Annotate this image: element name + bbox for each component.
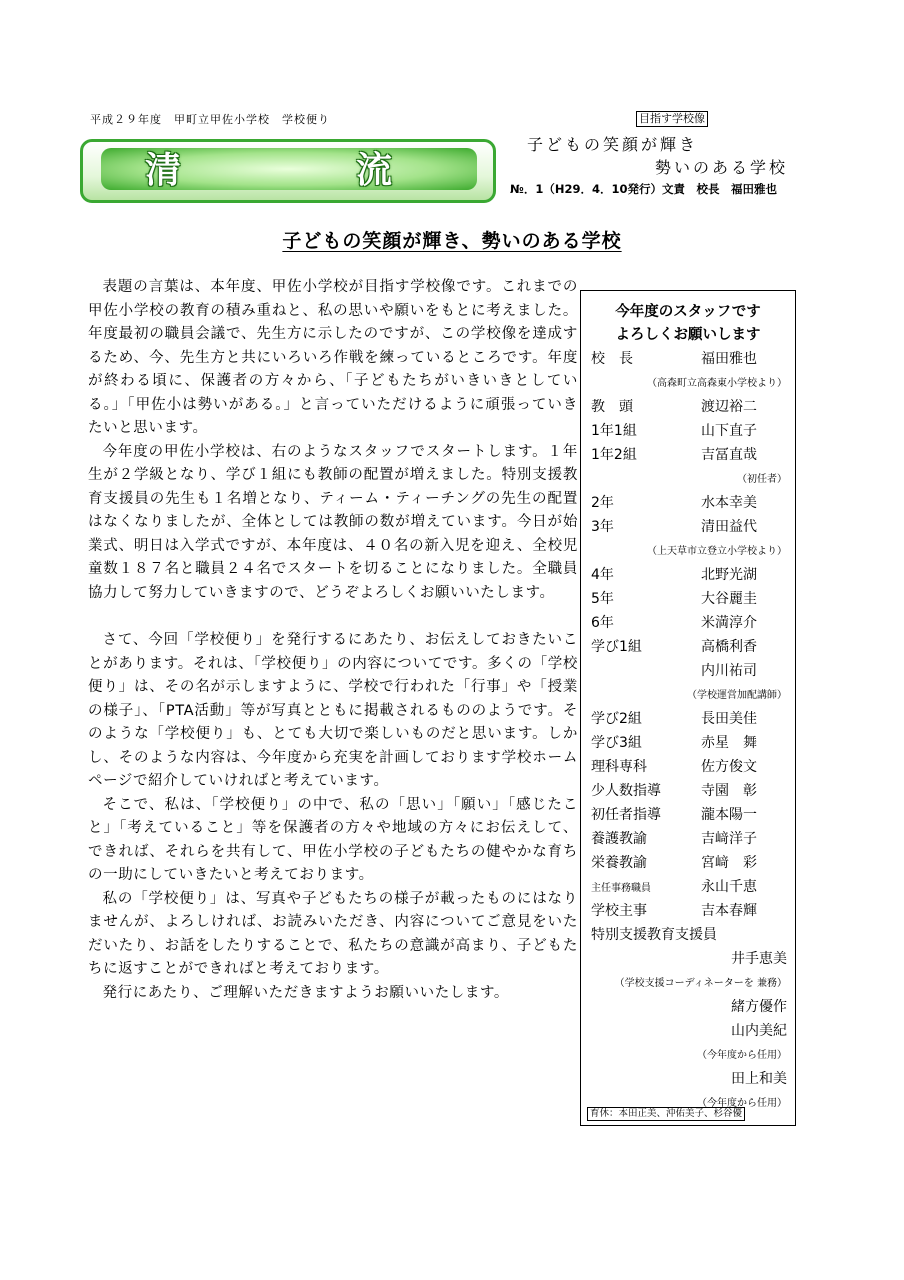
staff-note: （初任者） [737,474,787,485]
staff-role: 2年 [591,495,614,511]
paragraph: 表題の言葉は、本年度、甲佐小学校が目指す学校像です。これまでの甲佐小学校の教育の積み重ねと、私の思いや願いをもとに考えました。年度最初の職員会議で、先生方に示したのですが、この学校像を達成するため、今、先生方と共にいろいろ作戦を練っているところです。年度が終わる頃に、保護者の方々から、「子どもたちがいきいきとしている。」「甲佐小は勢いがある。」と言っていただけるように頑張っていきたいと思います。 [88,279,578,436]
staff-row [591,757,787,777]
staff-role: 学び2組 [591,711,642,727]
staff-title [581,301,795,347]
staff-name: 佐方俊文 [701,759,757,775]
staff-name: 大谷麗圭 [701,591,757,607]
staff-name: 緒方優作 [731,999,787,1015]
paragraph: さて、今回「学校便り」を発行するにあたり、お伝えしておきたいことがあります。それは、「学校便り」の内容についてです。多くの「学校便り」は、その名が示しますように、学校で行われた「行事」や「授業の様子」、「PTA活動」等が写真とともに掲載されるもののようです。そのような「学校便り」も、とても大切で楽しいものだと思います。しかし、そのような内容は、今年度から充実を計画しております学校ホームページで紹介していければと考えています。 [88,632,578,789]
article-body [88,276,578,1005]
staff-role: 特別支援教育支援員 [591,927,717,943]
staff-name: 山内美紀 [731,1023,787,1039]
staff-row [591,445,787,465]
staff-note: （上天草市立登立小学校より） [647,546,787,557]
staff-name: 福田雅也 [701,351,757,367]
staff-row [591,733,787,753]
paragraph: 私の「学校便り」は、写真や子どもたちの様子が載ったものにはなりませんが、よろしければ、お読みいただき、内容についてご意見をいただいたり、お話をしたりすることで、私たちの意識が高まり、子どもたちに返すことができればと考えております。 [88,890,578,977]
staff-row [591,421,787,441]
staff-role: 学校主事 [591,903,647,919]
staff-name: 永山千恵 [701,879,757,895]
paragraph: 今年度の甲佐小学校は、右のようなスタッフでスタートします。１年生が２学級となり、学び１組にも教師の配置が増えました。特別支援教育支援員の先生も１名増となり、ティーム・ティーチングの先生の配置はなくなりましたが、全体としては教師の数が増えています。今日が始業式、明日は入学式ですが、本年度は、４０名の新入児を迎え、全校児童数１８７名と職員２４名でスタートを切ることになりました。全職員協力して努力していきますので、どうぞよろしくお願いいたします。 [88,443,578,601]
staff-name: 長田美佳 [701,711,757,727]
staff-name: 吉冨直哉 [701,447,757,463]
staff-role: 校 長 [591,351,633,367]
staff-role: 3年 [591,519,614,535]
staff-role: 理科専科 [591,759,647,775]
staff-role: 学び3組 [591,735,642,751]
newsletter-logo [80,139,496,203]
logo-char-1: 清 [145,150,182,191]
headline-text: 子どもの笑顔が輝き、勢いのある学校 [282,230,622,252]
staff-role: 教 頭 [591,399,633,415]
staff-row [591,877,787,897]
staff-name: 高橋利香 [701,639,757,655]
staff-row [591,565,787,585]
paragraph: そこで、私は、「学校便り」の中で、私の「思い」「願い」「感じたこと」「考えていること」等を保護者の方々や地域の方々にお伝えして、できれば、それらを共有して、甲佐小学校の子どもたちの健やかな育ちの一助にしていきたいと考えております。 [88,796,578,883]
staff-note: （今年度から任用） [697,1098,787,1109]
staff-note: （学校支援コーディネーターを 兼務） [614,978,787,989]
header-meta: 平成２９年度 甲町立甲佐小学校 学校便り [90,113,330,126]
motto-line1: 子どもの笑顔が輝き [527,135,699,154]
staff-row [591,589,787,609]
staff-row [591,493,787,513]
staff-role: 学び1組 [591,639,642,655]
staff-row [591,517,787,537]
staff-note: （学校運営加配講師） [687,690,787,701]
staff-name: 渡辺裕二 [701,399,757,415]
staff-role: 初任者指導 [591,807,661,823]
staff-name: 清田益代 [701,519,757,535]
motto-line2: 勢いのある学校 [655,158,789,177]
staff-row [591,901,787,921]
staff-role: 1年1組 [591,423,637,439]
staff-row [591,397,787,417]
staff-row [591,709,787,729]
staff-row [591,925,787,945]
staff-name: 内川祐司 [701,663,757,679]
parental-leave-note: 育休：本田正美、沖佑美子、杉谷優 [587,1107,745,1121]
staff-row [591,853,787,873]
staff-row [591,805,787,825]
staff-row [591,781,787,801]
staff-name: 田上和美 [731,1071,787,1087]
staff-name: 吉﨑洋子 [701,831,757,847]
staff-role: 4年 [591,567,614,583]
staff-name: 赤星 舞 [701,735,757,751]
staff-role: 栄養教諭 [591,855,647,871]
staff-role: 1年2組 [591,447,637,463]
staff-name: 水本幸美 [701,495,757,511]
staff-row [591,349,787,369]
staff-note: （今年度から任用） [697,1050,787,1061]
staff-name: 山下直子 [701,423,757,439]
staff-role: 少人数指導 [591,783,661,799]
staff-name: 寺園 彰 [701,783,757,799]
staff-role: 主任事務職員 [591,883,651,894]
staff-name: 北野光湖 [701,567,757,583]
staff-role: 5年 [591,591,614,607]
motto-tag: 目指す学校像 [636,111,708,127]
staff-title-line1: 今年度のスタッフです [615,304,761,320]
staff-note: （高森町立高森東小学校より） [647,378,787,389]
staff-name: 井手恵美 [731,951,787,967]
staff-row [591,829,787,849]
staff-role: 養護教諭 [591,831,647,847]
logo-panel [101,148,477,190]
staff-title-line2: よろしくお願いします [615,327,761,343]
staff-role: 6年 [591,615,614,631]
staff-row [591,613,787,633]
logo-char-2: 流 [356,150,393,191]
staff-row [591,637,787,657]
staff-name: 宮﨑 彩 [701,855,757,871]
headline [0,226,904,253]
staff-name: 瀧本陽一 [701,807,757,823]
staff-name: 米満淳介 [701,615,757,631]
staff-row [591,661,787,681]
paragraph: 発行にあたり、ご理解いただきますようお願いいたします。 [102,984,510,1001]
staff-name: 吉本春輝 [701,903,757,919]
staff-list-box [580,290,796,1126]
issue-info: №．1（H29．4．10発行）文責 校長 福田雅也 [510,182,777,196]
